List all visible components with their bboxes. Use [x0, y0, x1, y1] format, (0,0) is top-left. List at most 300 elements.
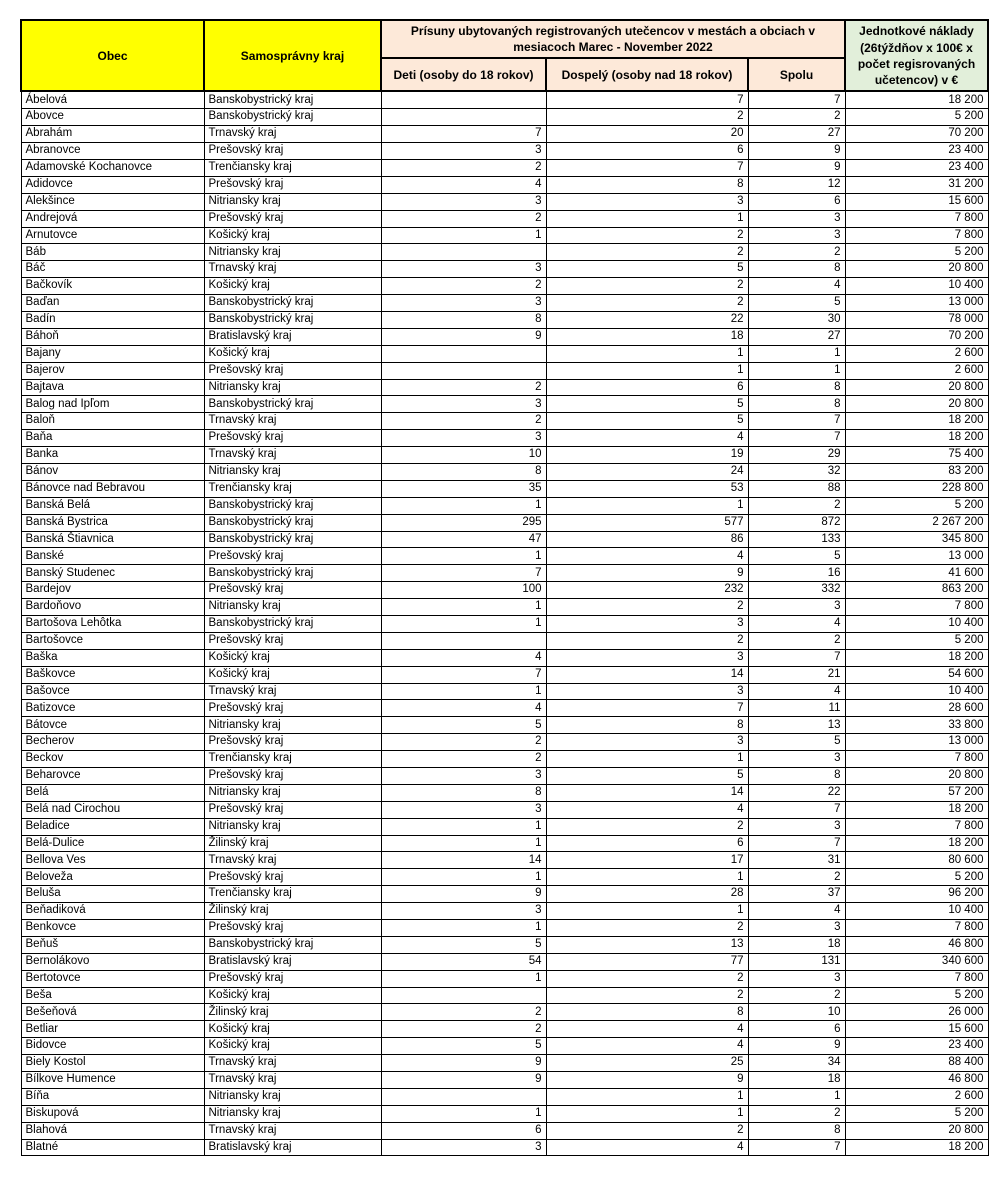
cell-kraj: Prešovský kraj: [204, 548, 381, 565]
cell-kraj: Banskobystrický kraj: [204, 514, 381, 531]
cell-deti: 2: [381, 379, 546, 396]
cell-spolu: 8: [748, 1122, 845, 1139]
cell-dospely: 17: [546, 852, 748, 869]
cell-naklady: 20 800: [845, 1122, 988, 1139]
cell-naklady: 18 200: [845, 801, 988, 818]
cell-deti: 35: [381, 480, 546, 497]
cell-spolu: 7: [748, 801, 845, 818]
cell-naklady: 20 800: [845, 379, 988, 396]
table-row: [21, 936, 988, 953]
cell-deti: [381, 987, 546, 1004]
table-row: [21, 615, 988, 632]
cell-obec: Bílkove Humence: [21, 1072, 204, 1089]
table-row: [21, 700, 988, 717]
table-row: [21, 666, 988, 683]
cell-dospely: 1: [546, 903, 748, 920]
cell-obec: Beňadiková: [21, 903, 204, 920]
cell-kraj: Prešovský kraj: [204, 176, 381, 193]
cell-obec: Bašovce: [21, 683, 204, 700]
cell-spolu: 133: [748, 531, 845, 548]
cell-deti: 2: [381, 413, 546, 430]
table-row: [21, 261, 988, 278]
table-row: [21, 869, 988, 886]
cell-spolu: 5: [748, 295, 845, 312]
cell-deti: 1: [381, 1105, 546, 1122]
table-row: [21, 379, 988, 396]
cell-dospely: 5: [546, 413, 748, 430]
cell-dospely: 8: [546, 717, 748, 734]
cell-naklady: 7 800: [845, 818, 988, 835]
cell-deti: 1: [381, 920, 546, 937]
cell-dospely: 2: [546, 987, 748, 1004]
cell-deti: 100: [381, 582, 546, 599]
cell-naklady: 5 200: [845, 869, 988, 886]
table-row: [21, 362, 988, 379]
cell-kraj: Prešovský kraj: [204, 632, 381, 649]
cell-deti: 54: [381, 953, 546, 970]
cell-naklady: 5 200: [845, 109, 988, 126]
cell-spolu: 3: [748, 599, 845, 616]
cell-kraj: Banskobystrický kraj: [204, 91, 381, 108]
cell-obec: Baškovce: [21, 666, 204, 683]
cell-naklady: 7 800: [845, 751, 988, 768]
cell-obec: Bešeňová: [21, 1004, 204, 1021]
cell-deti: 1: [381, 615, 546, 632]
table-row: [21, 582, 988, 599]
cell-kraj: Trenčiansky kraj: [204, 159, 381, 176]
cell-obec: Bernolákovo: [21, 953, 204, 970]
cell-dospely: 4: [546, 548, 748, 565]
table-row: [21, 91, 988, 108]
cell-naklady: 75 400: [845, 447, 988, 464]
cell-spolu: 22: [748, 784, 845, 801]
cell-spolu: 10: [748, 1004, 845, 1021]
cell-deti: 3: [381, 261, 546, 278]
cell-obec: Badín: [21, 311, 204, 328]
cell-spolu: 5: [748, 734, 845, 751]
cell-kraj: Prešovský kraj: [204, 970, 381, 987]
cell-spolu: 4: [748, 903, 845, 920]
cell-spolu: 7: [748, 835, 845, 852]
cell-deti: 7: [381, 666, 546, 683]
table-row: [21, 109, 988, 126]
cell-kraj: Banskobystrický kraj: [204, 311, 381, 328]
cell-kraj: Trnavský kraj: [204, 683, 381, 700]
cell-obec: Bajtava: [21, 379, 204, 396]
col-header-obec: Obec: [21, 20, 204, 91]
table-row: [21, 1122, 988, 1139]
cell-spolu: 3: [748, 751, 845, 768]
cell-deti: 5: [381, 717, 546, 734]
table-row: [21, 1021, 988, 1038]
cell-dospely: 5: [546, 768, 748, 785]
table-row: [21, 1088, 988, 1105]
cell-dospely: 14: [546, 666, 748, 683]
cell-spolu: 29: [748, 447, 845, 464]
cell-obec: Bánov: [21, 463, 204, 480]
table-row: [21, 193, 988, 210]
cell-kraj: Banskobystrický kraj: [204, 295, 381, 312]
cell-dospely: 3: [546, 649, 748, 666]
table-row: [21, 1004, 988, 1021]
cell-deti: 1: [381, 835, 546, 852]
cell-kraj: Bratislavský kraj: [204, 328, 381, 345]
cell-spolu: 7: [748, 430, 845, 447]
cell-deti: 2: [381, 278, 546, 295]
table-row: [21, 278, 988, 295]
cell-naklady: 7 800: [845, 920, 988, 937]
cell-naklady: 20 800: [845, 261, 988, 278]
table-row: [21, 920, 988, 937]
municipalities-table: [20, 19, 989, 1156]
cell-kraj: Košický kraj: [204, 1038, 381, 1055]
table-row: [21, 311, 988, 328]
cell-kraj: Prešovský kraj: [204, 582, 381, 599]
cell-spolu: 131: [748, 953, 845, 970]
cell-naklady: 83 200: [845, 463, 988, 480]
cell-kraj: Žilinský kraj: [204, 903, 381, 920]
cell-deti: 1: [381, 599, 546, 616]
cell-deti: 1: [381, 683, 546, 700]
cell-kraj: Nitriansky kraj: [204, 1105, 381, 1122]
cell-obec: Alekšince: [21, 193, 204, 210]
cell-spolu: 37: [748, 886, 845, 903]
cell-dospely: 13: [546, 936, 748, 953]
cell-spolu: 3: [748, 210, 845, 227]
cell-obec: Belá: [21, 784, 204, 801]
cell-obec: Banský Studenec: [21, 565, 204, 582]
cell-kraj: Bratislavský kraj: [204, 1139, 381, 1156]
cell-dospely: 2: [546, 632, 748, 649]
table-row: [21, 548, 988, 565]
cell-obec: Bánovce nad Bebravou: [21, 480, 204, 497]
table-row: [21, 852, 988, 869]
cell-deti: 8: [381, 784, 546, 801]
cell-spolu: 8: [748, 379, 845, 396]
table-row: [21, 751, 988, 768]
cell-obec: Beharovce: [21, 768, 204, 785]
cell-naklady: 13 000: [845, 295, 988, 312]
cell-deti: 3: [381, 801, 546, 818]
cell-spolu: 7: [748, 413, 845, 430]
cell-kraj: Trnavský kraj: [204, 413, 381, 430]
cell-naklady: 20 800: [845, 396, 988, 413]
cell-deti: [381, 345, 546, 362]
cell-dospely: 7: [546, 700, 748, 717]
cell-kraj: Nitriansky kraj: [204, 244, 381, 261]
cell-kraj: Nitriansky kraj: [204, 599, 381, 616]
cell-dospely: 6: [546, 835, 748, 852]
cell-kraj: Banskobystrický kraj: [204, 531, 381, 548]
cell-deti: 1: [381, 227, 546, 244]
cell-spolu: 11: [748, 700, 845, 717]
cell-obec: Beňuš: [21, 936, 204, 953]
cell-naklady: 46 800: [845, 936, 988, 953]
cell-naklady: 2 600: [845, 345, 988, 362]
cell-obec: Balog nad Ipľom: [21, 396, 204, 413]
cell-dospely: 9: [546, 565, 748, 582]
cell-kraj: Banskobystrický kraj: [204, 565, 381, 582]
cell-dospely: 4: [546, 1021, 748, 1038]
table-row: [21, 717, 988, 734]
cell-obec: Benkovce: [21, 920, 204, 937]
cell-naklady: 7 800: [845, 210, 988, 227]
cell-dospely: 2: [546, 818, 748, 835]
cell-kraj: Trnavský kraj: [204, 1055, 381, 1072]
cell-spolu: 6: [748, 193, 845, 210]
cell-dospely: 2: [546, 295, 748, 312]
table-header: [21, 20, 988, 91]
cell-dospely: 25: [546, 1055, 748, 1072]
cell-deti: 47: [381, 531, 546, 548]
cell-kraj: Prešovský kraj: [204, 430, 381, 447]
cell-obec: Beluša: [21, 886, 204, 903]
table-row: [21, 599, 988, 616]
cell-obec: Bartošovce: [21, 632, 204, 649]
cell-dospely: 1: [546, 345, 748, 362]
cell-spolu: 9: [748, 1038, 845, 1055]
cell-naklady: 20 800: [845, 768, 988, 785]
cell-obec: Blatné: [21, 1139, 204, 1156]
cell-deti: 1: [381, 869, 546, 886]
cell-spolu: 32: [748, 463, 845, 480]
cell-obec: Banská Bystrica: [21, 514, 204, 531]
cell-obec: Abovce: [21, 109, 204, 126]
cell-spolu: 7: [748, 1139, 845, 1156]
table-row: [21, 1105, 988, 1122]
cell-spolu: 30: [748, 311, 845, 328]
table-row: [21, 143, 988, 160]
cell-spolu: 8: [748, 768, 845, 785]
cell-naklady: 70 200: [845, 126, 988, 143]
col-header-deti: Deti (osoby do 18 rokov): [381, 58, 546, 91]
cell-naklady: 15 600: [845, 193, 988, 210]
cell-spolu: 27: [748, 328, 845, 345]
cell-spolu: 3: [748, 818, 845, 835]
cell-kraj: Košický kraj: [204, 649, 381, 666]
table-row: [21, 987, 988, 1004]
cell-kraj: Nitriansky kraj: [204, 1088, 381, 1105]
cell-dospely: 2: [546, 970, 748, 987]
cell-kraj: Trnavský kraj: [204, 126, 381, 143]
cell-deti: 4: [381, 700, 546, 717]
cell-naklady: 5 200: [845, 632, 988, 649]
table-row: [21, 514, 988, 531]
table-row: [21, 835, 988, 852]
cell-dospely: 6: [546, 379, 748, 396]
cell-kraj: Košický kraj: [204, 278, 381, 295]
cell-obec: Abranovce: [21, 143, 204, 160]
cell-dospely: 4: [546, 801, 748, 818]
col-header-spolu: Spolu: [748, 58, 845, 91]
cell-dospely: 1: [546, 1088, 748, 1105]
cell-kraj: Nitriansky kraj: [204, 379, 381, 396]
cell-spolu: 332: [748, 582, 845, 599]
cell-naklady: 70 200: [845, 328, 988, 345]
cell-naklady: 96 200: [845, 886, 988, 903]
cell-spolu: 2: [748, 497, 845, 514]
cell-obec: Bajany: [21, 345, 204, 362]
cell-dospely: 2: [546, 920, 748, 937]
cell-dospely: 5: [546, 261, 748, 278]
cell-naklady: 10 400: [845, 615, 988, 632]
cell-deti: 2: [381, 751, 546, 768]
cell-naklady: 345 800: [845, 531, 988, 548]
cell-dospely: 3: [546, 193, 748, 210]
cell-obec: Beladice: [21, 818, 204, 835]
cell-dospely: 2: [546, 244, 748, 261]
cell-naklady: 18 200: [845, 649, 988, 666]
table-row: [21, 886, 988, 903]
cell-spolu: 2: [748, 632, 845, 649]
cell-deti: 3: [381, 1139, 546, 1156]
cell-dospely: 19: [546, 447, 748, 464]
table-row: [21, 768, 988, 785]
cell-kraj: Nitriansky kraj: [204, 463, 381, 480]
cell-naklady: 33 800: [845, 717, 988, 734]
cell-deti: 8: [381, 311, 546, 328]
cell-naklady: 2 600: [845, 1088, 988, 1105]
cell-deti: 1: [381, 818, 546, 835]
table-row: [21, 295, 988, 312]
cell-dospely: 577: [546, 514, 748, 531]
cell-kraj: Prešovský kraj: [204, 362, 381, 379]
cell-spolu: 2: [748, 869, 845, 886]
cell-spolu: 3: [748, 227, 845, 244]
cell-deti: [381, 1088, 546, 1105]
cell-obec: Bartošova Lehôtka: [21, 615, 204, 632]
cell-dospely: 1: [546, 210, 748, 227]
cell-obec: Arnutovce: [21, 227, 204, 244]
cell-spolu: 4: [748, 278, 845, 295]
cell-deti: 5: [381, 936, 546, 953]
cell-naklady: 340 600: [845, 953, 988, 970]
table-row: [21, 227, 988, 244]
cell-kraj: Bratislavský kraj: [204, 953, 381, 970]
cell-naklady: 10 400: [845, 278, 988, 295]
cell-deti: 14: [381, 852, 546, 869]
cell-naklady: 13 000: [845, 734, 988, 751]
cell-naklady: 23 400: [845, 1038, 988, 1055]
cell-dospely: 4: [546, 1139, 748, 1156]
cell-obec: Bidovce: [21, 1038, 204, 1055]
cell-spolu: 21: [748, 666, 845, 683]
cell-dospely: 7: [546, 91, 748, 108]
cell-dospely: 6: [546, 143, 748, 160]
cell-spolu: 18: [748, 1072, 845, 1089]
cell-deti: 9: [381, 886, 546, 903]
cell-obec: Banka: [21, 447, 204, 464]
cell-naklady: 10 400: [845, 683, 988, 700]
cell-naklady: 7 800: [845, 227, 988, 244]
cell-deti: 9: [381, 1072, 546, 1089]
cell-dospely: 14: [546, 784, 748, 801]
cell-dospely: 7: [546, 159, 748, 176]
table-row: [21, 210, 988, 227]
table-row: [21, 970, 988, 987]
cell-naklady: 54 600: [845, 666, 988, 683]
table-body: [21, 91, 988, 1156]
table-row: [21, 801, 988, 818]
cell-dospely: 4: [546, 430, 748, 447]
cell-dospely: 1: [546, 1105, 748, 1122]
cell-kraj: Prešovský kraj: [204, 210, 381, 227]
cell-deti: 3: [381, 143, 546, 160]
table-row: [21, 818, 988, 835]
cell-obec: Bardoňovo: [21, 599, 204, 616]
cell-obec: Banské: [21, 548, 204, 565]
cell-deti: 2: [381, 1021, 546, 1038]
cell-obec: Baloň: [21, 413, 204, 430]
cell-dospely: 2: [546, 599, 748, 616]
cell-naklady: 5 200: [845, 1105, 988, 1122]
cell-spolu: 8: [748, 261, 845, 278]
cell-naklady: 7 800: [845, 970, 988, 987]
cell-obec: Beša: [21, 987, 204, 1004]
cell-naklady: 15 600: [845, 1021, 988, 1038]
cell-obec: Bajerov: [21, 362, 204, 379]
cell-deti: 5: [381, 1038, 546, 1055]
cell-naklady: 46 800: [845, 1072, 988, 1089]
cell-dospely: 5: [546, 396, 748, 413]
table-row: [21, 328, 988, 345]
cell-dospely: 18: [546, 328, 748, 345]
cell-obec: Baďan: [21, 295, 204, 312]
cell-dospely: 2: [546, 109, 748, 126]
table-row: [21, 430, 988, 447]
cell-spolu: 2: [748, 987, 845, 1004]
cell-deti: 7: [381, 126, 546, 143]
table-row: [21, 565, 988, 582]
cell-naklady: 863 200: [845, 582, 988, 599]
cell-obec: Andrejová: [21, 210, 204, 227]
cell-spolu: 12: [748, 176, 845, 193]
cell-obec: Ábelová: [21, 91, 204, 108]
cell-obec: Beckov: [21, 751, 204, 768]
cell-spolu: 18: [748, 936, 845, 953]
cell-spolu: 7: [748, 649, 845, 666]
cell-spolu: 27: [748, 126, 845, 143]
cell-kraj: Trnavský kraj: [204, 1122, 381, 1139]
cell-deti: 9: [381, 1055, 546, 1072]
cell-obec: Beloveža: [21, 869, 204, 886]
cell-naklady: 5 200: [845, 497, 988, 514]
cell-spolu: 3: [748, 970, 845, 987]
cell-deti: 9: [381, 328, 546, 345]
cell-deti: 3: [381, 903, 546, 920]
cell-dospely: 2: [546, 278, 748, 295]
cell-naklady: 41 600: [845, 565, 988, 582]
cell-kraj: Trnavský kraj: [204, 1072, 381, 1089]
cell-kraj: Prešovský kraj: [204, 768, 381, 785]
cell-kraj: Banskobystrický kraj: [204, 936, 381, 953]
cell-spolu: 13: [748, 717, 845, 734]
cell-obec: Bačkovík: [21, 278, 204, 295]
cell-kraj: Banskobystrický kraj: [204, 109, 381, 126]
cell-dospely: 4: [546, 1038, 748, 1055]
cell-obec: Becherov: [21, 734, 204, 751]
table-row: [21, 126, 988, 143]
cell-dospely: 3: [546, 683, 748, 700]
cell-spolu: 7: [748, 91, 845, 108]
cell-naklady: 5 200: [845, 987, 988, 1004]
cell-dospely: 9: [546, 1072, 748, 1089]
cell-spolu: 4: [748, 683, 845, 700]
cell-naklady: 23 400: [845, 159, 988, 176]
cell-obec: Baňa: [21, 430, 204, 447]
cell-dospely: 86: [546, 531, 748, 548]
cell-obec: Belá-Dulice: [21, 835, 204, 852]
